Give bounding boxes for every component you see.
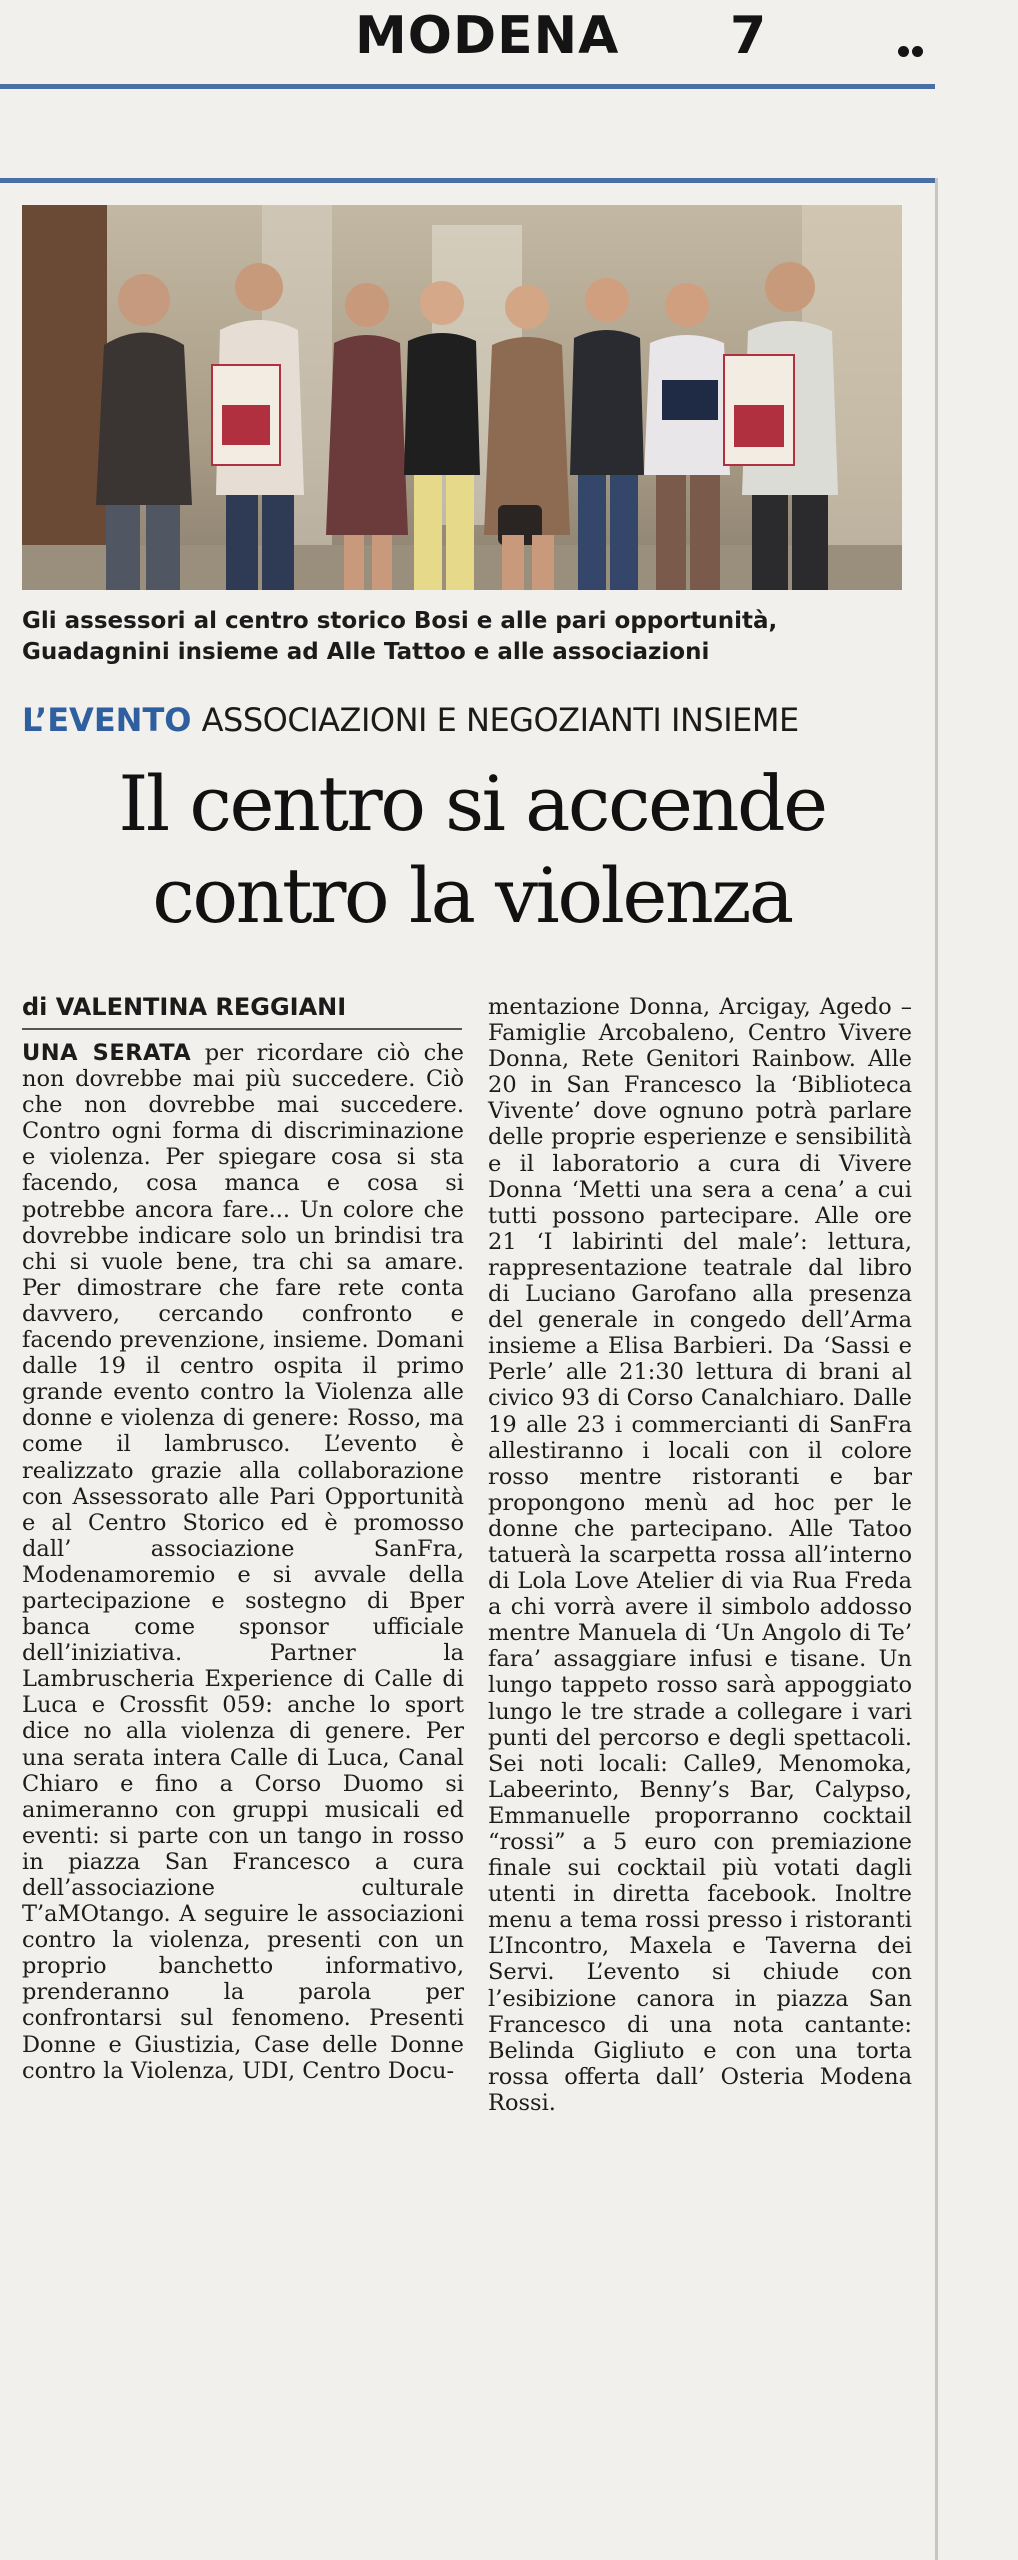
kicker [22,700,922,740]
article-column-2 [488,994,912,2116]
page-header [0,0,1018,80]
article-body-1: per ricordare ciò che non dovrebbe mai più succedere. Ciò che non dovrebbe mai succedere. Contro ogni forma di discriminazione e violenza. Per spiegare cosa si sta facendo, cosa manca e cosa si potrebbe ancora fare... Un colore che dovrebbe indicare solo un brindisi tra chi si vuole bene, tra chi sa amare. Per dimostrare che fare rete conta davvero, cercando confronto e facendo prevenzione, insieme. Domani dalle 19 il centro ospita il primo grande evento contro la Violenza alle donne e violenza di genere: Rosso, ma come il lambrusco. L’evento è realizzato grazie alla collaborazione con Assessorato alle Pari Opportunità e al Centro Storico ed è promosso dall’ associazione SanFra, Modenamoremio e si avvale della partecipazione e sostegno di Bper banca come sponsor ufficiale dell’iniziativa. Partner la Lambruscheria Experience di Calle di Luca e Crossfit 059: anche lo sport dice no alla violenza di genere. Per una serata intera Calle di Luca, Canal Chiaro e fino a Corso Duomo si animeranno con gruppi musicali ed eventi: si parte con un tango in rosso in piazza San Francesco a cura dell’associazione culturale T’aMOtango. A seguire le associazioni contro la violenza, presenti con un proprio banchetto informativo, prenderanno la parola per confrontarsi sul fenomeno. Presenti Donne e Giustizia, Case delle Donne contro la Violenza, UDI, Centro Docu- [22,1040,464,2084]
photo-illustration [22,205,902,590]
caption-line-1: Gli assessori al centro storico Bosi e alle pari opportunità, [22,608,778,634]
caption-line-2: Guadagnini insieme ad Alle Tattoo e alle associazioni [22,639,710,665]
article-body-2: mentazione Donna, Arcigay, Agedo – Famiglie Arcobaleno, Centro Vivere Donna, Rete Genitori Rainbow. Alle 20 in San Francesco la ‘Biblioteca Vivente’ dove ognuno potrà parlare delle proprie esperienze e sensibilità e il laboratorio a cura di Vivere Donna ‘Metti una sera a cena’ a cui tutti possono partecipare. Alle ore 21 ‘I labirinti del male’: lettura, rappresentazione teatrale dal libro di Luciano Garofano alla presenza del generale in congedo dell’Arma insieme a Elisa Barbieri. Da ‘Sassi e Perle’ alle 21:30 lettura di brani al civico 93 di Corso Canalchiaro. Dalle 19 alle 23 i commercianti di SanFra allestiranno i locali con il colore rosso mentre ristoranti e bar propongono menù ad hoc per le donne che partecipano. Alle Tatoo tatuerà la scarpetta rossa all’interno di Lola Love Atelier di via Rua Freda a chi vorrà avere il simbolo addosso mentre Manuela di ‘Un Angolo di Te’ fara’ assaggiare infusi e tisane. Un lungo tappeto rosso sarà appoggiato lungo le tre strade a collegare i vari punti del percorso e degli spettacoli. Sei noti locali: Calle9, Menomoka, Labeerinto, Benny’s Bar, Calypso, Emmanuelle proporranno cocktail “rossi” a 5 euro con premiazione finale sui cocktail più votati dagli utenti in diretta facebook. Inoltre menu a tema rossi presso i ristoranti L’Incontro, Maxela e Taverna dei Servi. L’evento si chiude con l’esibizione canora in piazza San Francesco di una nota cantante: Belinda Gigliuto e con una torta rossa offerta dall’ Osteria Modena Rossi. [488,994,912,2116]
headline [22,758,922,942]
kicker-text: ASSOCIAZIONI E NEGOZIANTI INSIEME [201,701,799,739]
article-column-1 [22,1040,464,2084]
photo-caption [22,606,922,668]
section-name: MODENA [355,6,620,66]
page-number: 7 [730,6,767,66]
column-rule [935,178,938,2560]
article-photo [22,205,902,590]
headline-line-2: contro la violenza [152,851,792,940]
byline: di VALENTINA REGGIANI [22,993,347,1021]
headline-line-1: Il centro si accende [118,759,826,848]
byline-rule [22,1028,462,1030]
article-lead: UNA SERATA [22,1040,192,1066]
page-dots-ornament [898,42,928,56]
kicker-tag: L’EVENTO [22,701,192,739]
article-top-rule [0,178,935,183]
header-rule [0,84,935,89]
